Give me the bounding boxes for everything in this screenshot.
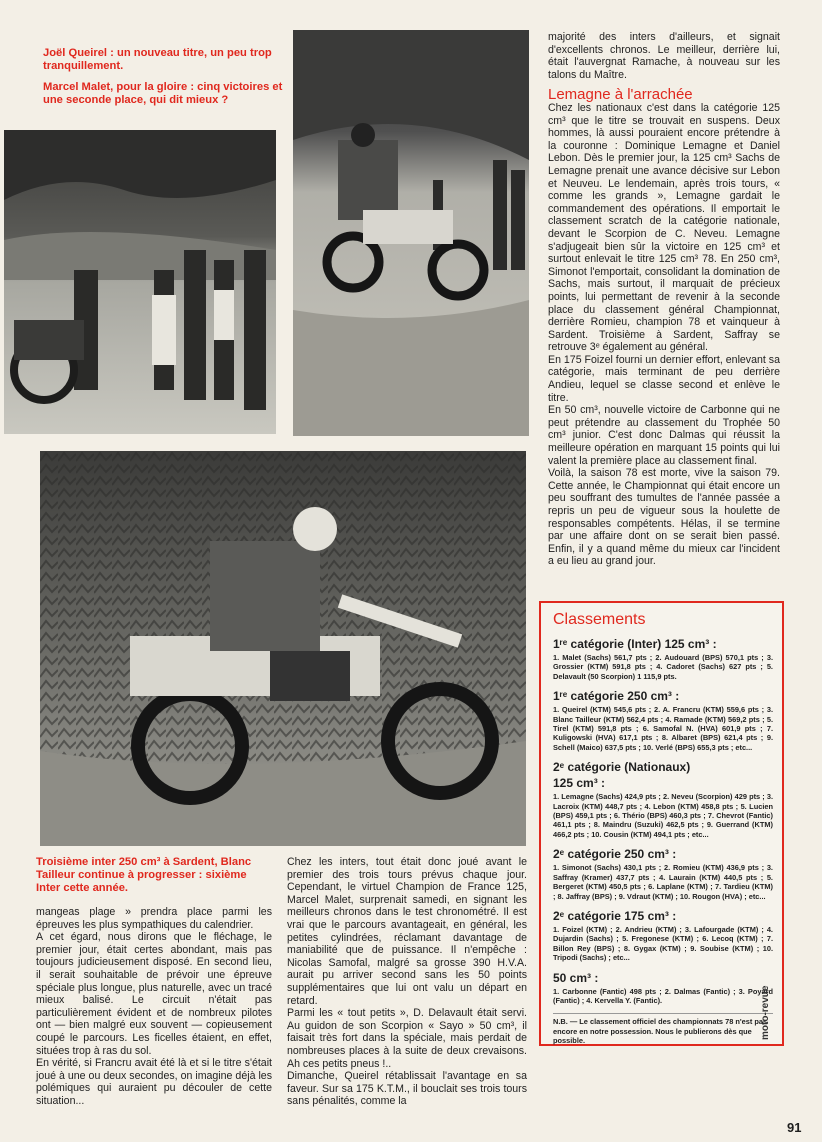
photo-spectators <box>4 130 276 434</box>
left-para-2: A cet égard, nous dirons que le fléchage, le premier jour, était certes abondant, mais pas toujours judicieusement disposé. En second lieu, il serait souhaitable de prévoir une épreuve spéciale plus longue, plus naturelle, avec un tracé mieux balisé. Le circuit n'était pas particulièrement évident et de nombreux pilotes ont — bien malgré eux souvent — copieusement coupé le parcours. Les ficelles étaient, en effet, situées trop à ras du sol. <box>36 931 272 1057</box>
magazine-name: moto-revue <box>760 985 771 1040</box>
category-title: 1ʳᵉ catégorie 250 cm³ : <box>553 689 680 704</box>
middle-para-1: Chez les inters, tout était donc joué avant le premier des trois tours prévus chaque jour. Cependant, le virtuel Champion de France 125, Marcel Malet, surprenait samedi, en signant les meilleurs chronos dans le test chronométré. Il est vrai que le parcours avantageait, en général, les petites cylindrées, réclamant davantage de maniabilité que de puissance. Il n'empêche : Nicolas Samofal, malgré sa grosse 390 H.V.A. aurait pu arriver second sans les 50 points supplémentaires que lui ont valu un départ en retard. <box>287 856 527 1007</box>
right-column-body <box>548 102 780 568</box>
bottom-left-column <box>36 906 272 1108</box>
classements-title: Classements <box>553 611 646 628</box>
page-number: 91 <box>787 1120 802 1135</box>
right-para-1: Chez les nationaux c'est dans la catégorie 125 cm³ que le titre se trouvait en suspens. Deux hommes, là aussi pouraient encore prétendre à la couronne : Dominique Lemagne et Daniel Lebon. Dès le premier jour, la 125 cm³ Sachs de Lemagne prenait une avance décisive sur Lebon et Neuveu. Le lendemain, après trois tours, « comme les grands », Lemagne gardait le commandement des opérations. Il emportait le classement scratch de la catégorie nationale, devant le Scorpion de C. Neveu. Lemagne s'adjugeait bien sûr la victoire en 125 cm³ et surtout enlevait le titre 125 cm³ 78. En 250 cm³, Simonot l'emportait, consolidant la domination de Sachs, mais surtout, il marquait de précieux points, lui permettant de revenir à la seconde place du classement général Championnat, derrière Romieu, champion 78 et vainqueur à Sardent. Troisième à Sardent, Saffray se retrouve 3ᵉ également au général. <box>548 102 780 354</box>
category-subtitle: 125 cm³ : <box>553 776 606 791</box>
left-para-3: En vérité, si Francru avait été là et si le titre s'était joué à une ou deux secondes, on imagine déjà les polémiques qui auraient pu découler de cette situation... <box>36 1057 272 1107</box>
left-para-1: mangeas plage » prendra place parmi les épreuves les plus sympathiques du calendrier. <box>36 906 272 931</box>
category-title: 2ᵉ catégorie 175 cm³ : <box>553 908 677 923</box>
photo-rider-jump <box>40 451 526 846</box>
photo-rider-hill <box>293 30 529 436</box>
category-results: 1. Malet (Sachs) 561,7 pts ; 2. Audouard (BPS) 570,1 pts ; 3. Grossier (KTM) 591,8 pts ; 4. Cadoret (Sachs) 627 pts ; 5. Delavault (50 Scorpion) 1 115,9 pts. <box>553 653 773 681</box>
caption-blanc-tailleur: Troisième inter 250 cm³ à Sardent, Blanc Tailleur continue à progresser : sixième Inter cette année. <box>36 856 252 895</box>
right-para-3: En 50 cm³, nouvelle victoire de Carbonne qui ne peut prétendre au classement du Trophée 50 cm³ junior. C'est donc Dalmas qui réussit la meilleure opération en marquant 15 points qui lui valent la première place au classement final. <box>548 404 780 467</box>
right-column-intro: majorité des inters d'ailleurs, et signait d'excellents chronos. Le meilleur, derrière lui, était l'auvergnat Ramache, à nouveau sur les talons du Maître. <box>548 31 780 81</box>
right-para-4: Voilà, la saison 78 est morte, vive la saison 79. Cette année, le Championnat qui était encore un peu souffrant des tumultes de l'année passée a repris un peu de vigueur sous la houlette de responsables compétents. Hélas, il se termine par une affaire dont on se serait bien passé. Enfin, il y a quand même du mieux car l'incident a eu lieu au grand jour. <box>548 467 780 568</box>
category-results: 1. Queirel (KTM) 545,6 pts ; 2. A. Francru (KTM) 559,6 pts ; 3. Blanc Tailleur (KTM) 562,4 pts ; 4. Ramade (KTM) 569,2 pts ; 5. Tirel (KTM) 591,8 pts ; 6. Samofal N. (HVA) 601,9 pts ; 7. Kuligowski (HVA) 617,1 pts ; 8. Albaret (BPS) 621,4 pts ; 9. Schell (Maico) 637,5 pts ; 10. Verlé (BPS) 655,3 pts ; etc... <box>553 705 773 752</box>
section-heading-lemagne: Lemagne à l'arrachée <box>548 86 693 103</box>
category-results: 1. Lemagne (Sachs) 424,9 pts ; 2. Neveu (Scorpion) 429 pts ; 3. Lacroix (KTM) 448,7 pts ; 4. Lebon (KTM) 458,8 pts ; 5. Lucien (BPS) 459,1 pts ; 6. Thério (BPS) 460,3 pts ; 7. Chevrot (Fantic) 461,1 pts ; 8. Maindru (Suzuki) 462,5 pts ; 9. Guerrand (KTM) 466,2 pts ; 10. Cousin (KTM) 494,1 pts ; etc... <box>553 792 773 839</box>
right-para-2: En 175 Foizel fourni un dernier effort, enlevant sa catégorie, mais terminant de peu derrière Andieu, lequel se classe second et enlève le titre. <box>548 353 780 404</box>
category-results: 1. Carbonne (Fantic) 498 pts ; 2. Dalmas (Fantic) ; 3. Poyard (Fantic) ; 4. Kervella Y. (Fantic). <box>553 986 773 1005</box>
category-title: 2ᵉ catégorie (Nationaux) <box>553 760 691 775</box>
classements-box <box>539 601 784 1046</box>
bottom-middle-column <box>287 856 527 1108</box>
classements-note: N.B. — Le classement officiel des championnats 78 n'est pas encore en notre possession. Nous le publierons dès que possible. <box>553 1013 773 1045</box>
caption-queirel: Joël Queirel : un nouveau titre, un peu trop tranquillement. <box>43 47 272 73</box>
category-results: 1. Simonot (Sachs) 430,1 pts ; 2. Romieu (KTM) 436,9 pts ; 3. Saffray (Kramer) 437,7 pts ; 4. Laurain (KTM) 440,5 pts ; 5. Bergeret (KTM) 450,5 pts ; 6. Laplane (KTM) ; 7. Tardieu (KTM) ; 8. Jaffray (BPS) ; 9. Vdraut (KTM) ; 10. Rougon (HVA) ; etc... <box>553 863 773 901</box>
category-results: 1. Foizel (KTM) ; 2. Andrieu (KTM) ; 3. Lafourgade (KTM) ; 4. Dujardin (Sachs) ; 5. Fregonese (KTM) ; 6. Lecoq (KTM) ; 7. Billon Rey (BPS) ; 8. Gygax (KTM) ; 9. Soubise (KTM) ; 10. Tripodi (Sachs) ; etc... <box>553 924 773 963</box>
category-title: 50 cm³ : <box>553 970 599 985</box>
middle-para-2: Parmi les « tout petits », D. Delavault était servi. Au guidon de son Scorpion « Sayo » 50 cm³, il faisait très fort dans la spéciale, mais perdait de nombreuses places à la suite de deux crevaisons. Ah ces petits pneus !.. <box>287 1007 527 1070</box>
caption-malet: Marcel Malet, pour la gloire : cinq victoires et une seconde place, qui dit mieux ? <box>43 81 283 107</box>
category-title: 1ʳᵉ catégorie (Inter) 125 cm³ : <box>553 637 717 651</box>
middle-para-3: Dimanche, Queirel rétablissait l'avantage en sa faveur. Sur sa 175 K.T.M., il bouclait ses trois tours sans pénalités, comme la <box>287 1070 527 1108</box>
category-title: 2ᵉ catégorie 250 cm³ : <box>553 847 677 862</box>
